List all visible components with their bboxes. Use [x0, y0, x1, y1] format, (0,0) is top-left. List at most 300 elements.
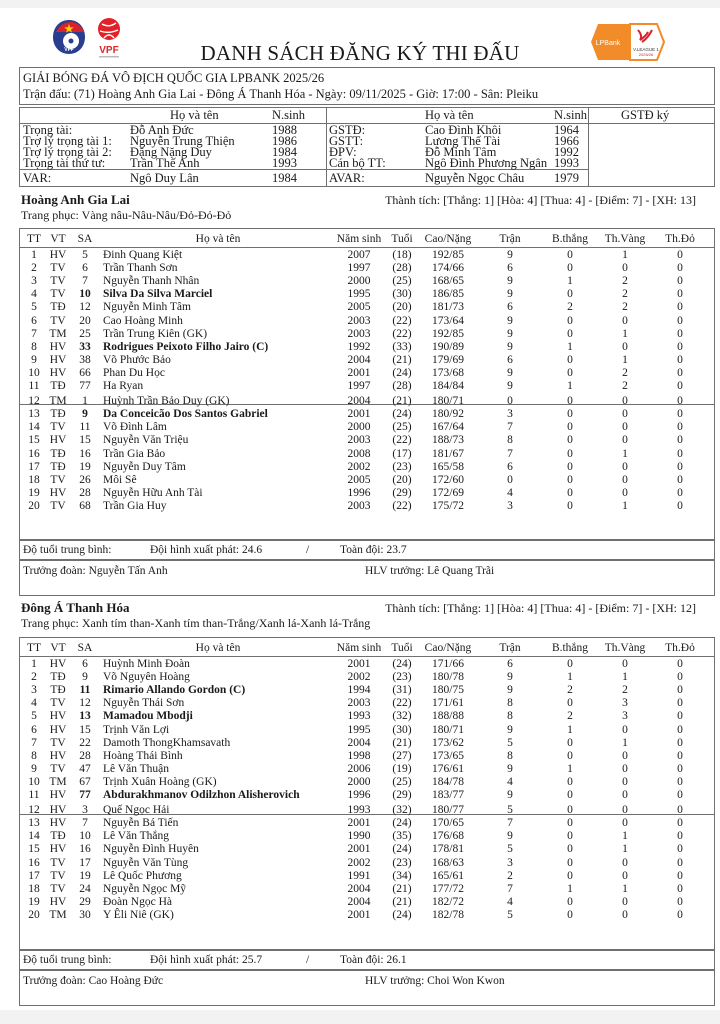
player-vt: HV: [49, 895, 67, 908]
player-sa: 77: [79, 380, 91, 392]
player-yellow: 0: [622, 340, 628, 353]
player-sa: 15: [79, 723, 91, 736]
player-apps: 9: [507, 723, 513, 736]
player-goals: 2: [567, 684, 573, 697]
player-hw: 184/84: [432, 380, 464, 392]
player-age: (22): [392, 697, 412, 710]
player-yellow: 2: [622, 366, 628, 379]
bottom-margin: [0, 1010, 720, 1024]
player-sa: 25: [79, 327, 91, 340]
player-yellow: 1: [622, 671, 628, 684]
team-kit-home: Trang phục: Vàng nâu-Nâu-Nâu/Đỏ-Đỏ-Đỏ: [21, 208, 232, 222]
player-apps: 7: [507, 447, 513, 460]
player-vt: TĐ: [50, 447, 66, 460]
player-yellow: 1: [622, 249, 628, 261]
player-hw: 170/65: [432, 817, 464, 830]
player-red: 0: [677, 421, 683, 434]
player-hw: 165/61: [432, 869, 464, 882]
player-vt: HV: [49, 817, 67, 830]
player-goals: 0: [567, 736, 573, 749]
player-apps: 6: [507, 301, 513, 314]
player-row: [20, 683, 714, 697]
player-vt: TV: [50, 882, 66, 895]
team-record-home: Thành tích: [Thắng: 1] [Hòa: 4] [Thua: 4] - [Điểm: 7] - [XH: 13]: [385, 193, 696, 207]
player-age: (30): [392, 288, 412, 301]
player-hw: 179/69: [432, 353, 464, 366]
player-red: 0: [677, 762, 683, 775]
squad-table-away: [19, 637, 715, 950]
officials-header: Họ và tên N.sinh Họ và tên N.sinh GSTĐ ký: [170, 108, 670, 122]
player-year: 1997: [347, 262, 371, 275]
player-tt: 9: [31, 762, 37, 775]
player-apps: 6: [507, 460, 513, 473]
player-name: Nguyễn Duy Tâm: [103, 460, 186, 473]
svg-text:V.LEAGUE 1: V.LEAGUE 1: [633, 47, 659, 52]
player-age: (23): [392, 671, 412, 684]
player-sa: 3: [82, 804, 88, 817]
player-tt: 16: [28, 447, 40, 460]
player-age: (22): [392, 434, 412, 447]
player-name: Nguyễn Văn Tùng: [103, 856, 189, 869]
player-vt: TV: [50, 473, 66, 486]
player-red: 0: [677, 288, 683, 301]
player-row: [20, 248, 714, 262]
player-name: Hoàng Thái Bình: [103, 749, 183, 762]
player-yellow: 0: [622, 473, 628, 486]
player-yellow: 0: [622, 804, 628, 817]
player-age: (21): [392, 395, 412, 408]
player-apps: 4: [507, 486, 513, 499]
player-tt: 7: [31, 736, 37, 749]
player-hw: 180/71: [432, 723, 464, 736]
player-year: 2004: [347, 895, 371, 908]
player-tt: 15: [28, 843, 40, 856]
squad-table-header: TT VT SA Họ và tên Năm sinh Tuổi Cao/Nặng Trận B.thắng Th.Vàng Th.Đỏ: [26, 233, 695, 245]
player-yellow: 1: [622, 327, 628, 340]
player-vt: TĐ: [50, 380, 66, 392]
player-tt: 4: [31, 697, 37, 710]
player-age: (19): [392, 762, 412, 775]
player-year: 2003: [347, 499, 371, 512]
player-apps: 8: [507, 697, 513, 710]
player-vt: TĐ: [50, 671, 66, 684]
player-name: Trịnh Xuân Hoàng (GK): [103, 775, 217, 788]
player-vt: TV: [50, 288, 66, 301]
player-row: [20, 420, 714, 434]
player-apps: 6: [507, 353, 513, 366]
player-yellow: 0: [622, 434, 628, 447]
player-row: [20, 723, 714, 737]
player-red: 0: [677, 408, 683, 421]
player-year: 2006: [347, 762, 371, 775]
player-hw: 168/63: [432, 856, 464, 869]
player-row: [20, 775, 714, 789]
player-row: [20, 709, 714, 723]
player-sa: 77: [79, 789, 91, 801]
player-name: Y Êli Niê (GK): [103, 908, 174, 921]
player-goals: 0: [567, 473, 573, 486]
player-apps: 9: [507, 275, 513, 288]
player-tt: 10: [28, 366, 40, 379]
player-yellow: 3: [622, 697, 628, 710]
player-age: (28): [392, 380, 412, 392]
page-title: DANH SÁCH ĐĂNG KÝ THI ĐẤU: [200, 41, 520, 65]
player-red: 0: [677, 499, 683, 512]
player-red: 0: [677, 249, 683, 261]
team-manager: Trưởng đoàn: Cao Hoàng Đức: [23, 975, 164, 987]
player-yellow: 2: [622, 684, 628, 697]
player-sa: 30: [79, 908, 91, 921]
player-yellow: 2: [622, 301, 628, 314]
player-row: [20, 856, 714, 870]
average-age-home: Độ tuổi trung bình: Đội hình xuất phát: 24.6 / Toàn đội: 23.7: [19, 540, 715, 560]
player-tt: 6: [31, 314, 37, 327]
player-year: 1997: [347, 380, 371, 392]
player-apps: 5: [507, 804, 513, 817]
player-apps: 8: [507, 434, 513, 447]
player-goals: 0: [567, 408, 573, 421]
player-yellow: 0: [622, 314, 628, 327]
player-year: 2003: [347, 314, 371, 327]
player-row: [20, 486, 714, 500]
player-vt: HV: [49, 249, 67, 261]
player-row: [20, 803, 714, 817]
player-apps: 3: [507, 856, 513, 869]
player-name: Trần Thanh Sơn: [103, 262, 178, 275]
player-age: (28): [392, 262, 412, 275]
player-row: [20, 366, 714, 380]
player-hw: 186/85: [432, 288, 464, 301]
player-row: [20, 274, 714, 288]
player-red: 0: [677, 340, 683, 353]
svg-text:VPF: VPF: [99, 45, 119, 56]
player-goals: 0: [567, 395, 573, 408]
player-yellow: 0: [622, 856, 628, 869]
team-manager: Trưởng đoàn: Nguyễn Tấn Anh: [23, 565, 168, 577]
player-red: 0: [677, 749, 683, 762]
player-yellow: 2: [622, 288, 628, 301]
player-apps: 7: [507, 817, 513, 830]
player-sa: 9: [82, 671, 88, 684]
player-year: 2005: [347, 301, 371, 314]
player-year: 1996: [347, 486, 371, 499]
player-yellow: 0: [622, 460, 628, 473]
player-goals: 0: [567, 314, 573, 327]
player-red: 0: [677, 804, 683, 817]
player-hw: 172/60: [432, 473, 464, 486]
player-apps: 9: [507, 671, 513, 684]
player-vt: TV: [50, 736, 66, 749]
player-hw: 168/65: [432, 275, 464, 288]
player-vt: TV: [50, 314, 66, 327]
player-age: (20): [392, 473, 412, 486]
player-apps: 9: [507, 249, 513, 261]
player-red: 0: [677, 671, 683, 684]
player-vt: TĐ: [50, 460, 66, 473]
player-sa: 22: [79, 736, 91, 749]
player-apps: 9: [507, 762, 513, 775]
player-apps: 9: [507, 314, 513, 327]
staff-away: [19, 970, 715, 1006]
player-hw: 180/75: [432, 684, 464, 697]
player-year: 1991: [347, 869, 371, 882]
head-coach: HLV trưởng: Choi Won Kwon: [365, 975, 505, 987]
player-tt: 14: [28, 830, 40, 843]
player-vt: TM: [49, 908, 67, 921]
player-red: 0: [677, 843, 683, 856]
player-goals: 1: [567, 671, 573, 684]
player-age: (24): [392, 408, 412, 421]
player-age: (21): [392, 736, 412, 749]
player-vt: HV: [49, 804, 67, 817]
player-goals: 1: [567, 275, 573, 288]
average-age-away: Độ tuổi trung bình: Đội hình xuất phát: 25.7 / Toàn đội: 26.1: [19, 950, 715, 970]
player-age: (21): [392, 882, 412, 895]
player-year: 1995: [347, 723, 371, 736]
player-goals: 2: [567, 710, 573, 723]
player-vt: HV: [49, 843, 67, 856]
player-tt: 6: [31, 723, 37, 736]
squad-table-home: [19, 228, 715, 540]
player-hw: 167/64: [432, 421, 464, 434]
player-goals: 0: [567, 775, 573, 788]
player-sa: 20: [79, 314, 91, 327]
player-apps: 6: [507, 658, 513, 670]
player-red: 0: [677, 882, 683, 895]
player-apps: 9: [507, 288, 513, 301]
player-row: [20, 287, 714, 301]
player-hw: 172/69: [432, 486, 464, 499]
player-tt: 3: [31, 684, 37, 697]
player-tt: 5: [31, 301, 37, 314]
player-red: 0: [677, 736, 683, 749]
player-goals: 0: [567, 869, 573, 882]
player-age: (20): [392, 301, 412, 314]
player-name: Rimario Allando Gordon (C): [103, 684, 246, 697]
player-hw: 188/88: [432, 710, 464, 723]
player-sa: 16: [79, 843, 91, 856]
player-apps: 9: [507, 830, 513, 843]
player-name: Đinh Quang Kiệt: [103, 249, 183, 261]
player-goals: 0: [567, 434, 573, 447]
player-goals: 1: [567, 380, 573, 392]
player-apps: 2: [507, 869, 513, 882]
player-tt: 12: [28, 804, 40, 817]
player-sa: 67: [79, 775, 91, 788]
player-hw: 173/64: [432, 314, 464, 327]
player-sa: 12: [79, 301, 91, 314]
player-red: 0: [677, 723, 683, 736]
player-hw: 183/77: [432, 789, 464, 801]
player-sa: 1: [82, 395, 88, 408]
player-apps: 9: [507, 380, 513, 392]
player-age: (24): [392, 366, 412, 379]
player-hw: 182/78: [432, 908, 464, 921]
player-yellow: 0: [622, 817, 628, 830]
player-yellow: 0: [622, 908, 628, 921]
player-age: (25): [392, 421, 412, 434]
player-tt: 18: [28, 882, 40, 895]
player-yellow: 0: [622, 723, 628, 736]
player-sa: 7: [82, 275, 88, 288]
player-sa: 24: [79, 882, 91, 895]
player-apps: 3: [507, 408, 513, 421]
player-row: [20, 696, 714, 710]
player-age: (21): [392, 353, 412, 366]
player-year: 2001: [347, 843, 371, 856]
player-apps: 0: [507, 473, 513, 486]
player-tt: 7: [31, 327, 37, 340]
player-vt: HV: [49, 353, 67, 366]
player-year: 2002: [347, 856, 371, 869]
player-name: Rodrigues Peixoto Filho Jairo (C): [103, 340, 269, 353]
player-name: Da Conceicão Dos Santos Gabriel: [103, 408, 268, 421]
player-row: [20, 736, 714, 750]
player-red: 0: [677, 460, 683, 473]
player-vt: HV: [49, 789, 67, 801]
player-name: Lê Văn Thuận: [103, 762, 170, 775]
player-tt: 17: [28, 869, 40, 882]
player-tt: 4: [31, 288, 37, 301]
player-row: [20, 882, 714, 896]
player-sa: 29: [79, 895, 91, 908]
player-age: (33): [392, 340, 412, 353]
player-apps: 9: [507, 327, 513, 340]
player-yellow: 1: [622, 830, 628, 843]
player-vt: TĐ: [50, 684, 66, 697]
player-name: Huỳnh Trần Bảo Duy (GK): [103, 395, 230, 408]
player-name: Trần Gia Bảo: [103, 447, 166, 460]
player-apps: 4: [507, 895, 513, 908]
player-goals: 0: [567, 804, 573, 817]
player-red: 0: [677, 684, 683, 697]
player-yellow: 0: [622, 789, 628, 801]
player-name: Nguyễn Hữu Anh Tài: [103, 486, 203, 499]
player-vt: HV: [49, 340, 67, 353]
player-age: (35): [392, 830, 412, 843]
player-goals: 0: [567, 789, 573, 801]
player-vt: TĐ: [50, 408, 66, 421]
player-row: [20, 788, 714, 802]
player-age: (30): [392, 723, 412, 736]
player-row: [20, 670, 714, 684]
player-age: (24): [392, 908, 412, 921]
player-age: (24): [392, 843, 412, 856]
player-goals: 1: [567, 882, 573, 895]
player-row: [20, 314, 714, 328]
player-age: (21): [392, 895, 412, 908]
player-tt: 19: [28, 486, 40, 499]
player-tt: 19: [28, 895, 40, 908]
player-vt: TV: [50, 262, 66, 275]
player-name: Cao Hoàng Minh: [103, 314, 183, 327]
player-red: 0: [677, 486, 683, 499]
player-vt: TV: [50, 856, 66, 869]
player-name: Võ Nguyên Hoàng: [103, 671, 190, 684]
player-goals: 0: [567, 895, 573, 908]
player-red: 0: [677, 697, 683, 710]
player-row: [20, 300, 714, 314]
player-vt: HV: [49, 486, 67, 499]
player-yellow: 0: [622, 762, 628, 775]
player-vt: TĐ: [50, 830, 66, 843]
player-sa: 17: [79, 856, 91, 869]
player-tt: 8: [31, 749, 37, 762]
player-vt: TV: [50, 869, 66, 882]
player-yellow: 0: [622, 749, 628, 762]
player-year: 1994: [347, 684, 371, 697]
player-name: Võ Đình Lâm: [103, 421, 167, 434]
player-tt: 9: [31, 353, 37, 366]
player-age: (32): [392, 804, 412, 817]
player-year: 2004: [347, 353, 371, 366]
svg-text:2025/26: 2025/26: [638, 52, 654, 57]
player-goals: 0: [567, 697, 573, 710]
player-yellow: 2: [622, 275, 628, 288]
player-sa: 9: [82, 408, 88, 421]
player-goals: 0: [567, 460, 573, 473]
player-apps: 3: [507, 499, 513, 512]
player-apps: 9: [507, 366, 513, 379]
player-row: [20, 816, 714, 830]
player-hw: 190/89: [432, 340, 464, 353]
player-hw: 176/61: [432, 762, 464, 775]
player-year: 2003: [347, 434, 371, 447]
svg-text:LPBank: LPBank: [595, 40, 621, 47]
player-age: (34): [392, 869, 412, 882]
league-info-box: [19, 67, 715, 105]
player-row: [20, 407, 714, 421]
player-year: 2008: [347, 447, 371, 460]
match-info: Trận đấu: (71) Hoàng Anh Gia Lai - Đông Á Thanh Hóa - Ngày: 09/11/2025 - Giờ: 17:00 - Sân: Pleiku: [23, 87, 539, 101]
player-tt: 12: [28, 395, 40, 408]
player-row: [20, 261, 714, 275]
player-year: 2001: [347, 817, 371, 830]
player-apps: 8: [507, 710, 513, 723]
officials-table: Họ và tên N.sinh Họ và tên N.sinh GSTĐ ký Trọng tài: Đỗ Anh Đức 1988 GSTĐ: Cao Đình Khôi 1964 Trợ lý trọng tài 1: Nguyễn Trung Thiện 1986 GSTT: Lương Thế Tài 1966 Trợ lý trọng tài 2: Đặng Nặng Duy 1984 ĐPV: Đỗ Minh Tâm 1992 Trọng tài thứ tư: Trần Thế Anh 1993 Cán bộ TT: Ngô Đình Phương Ngân 1993 VAR: Ngô Duy Lân 1984 AVAR: Nguyễn Ngọc Châu 1979: [19, 107, 715, 187]
player-name: Quế Ngọc Hải: [103, 804, 170, 817]
player-apps: 6: [507, 262, 513, 275]
player-year: 2001: [347, 908, 371, 921]
player-vt: TV: [50, 275, 66, 288]
player-sa: 68: [79, 499, 91, 512]
player-age: (18): [392, 249, 412, 261]
player-goals: 1: [567, 340, 573, 353]
player-goals: 0: [567, 421, 573, 434]
player-age: (22): [392, 327, 412, 340]
player-vt: TV: [50, 762, 66, 775]
player-age: (24): [392, 658, 412, 670]
player-year: 1992: [347, 340, 371, 353]
player-sa: 11: [79, 684, 91, 697]
player-name: Võ Phước Bảo: [103, 353, 171, 366]
player-yellow: 0: [622, 869, 628, 882]
player-goals: 0: [567, 856, 573, 869]
player-tt: 8: [31, 340, 37, 353]
player-hw: 175/72: [432, 499, 464, 512]
player-sa: 6: [82, 262, 88, 275]
player-goals: 0: [567, 353, 573, 366]
player-vt: HV: [49, 434, 67, 447]
player-red: 0: [677, 262, 683, 275]
player-hw: 184/78: [432, 775, 464, 788]
player-sa: 47: [79, 762, 91, 775]
player-name: Nguyễn Minh Tâm: [103, 301, 191, 314]
player-year: 1990: [347, 830, 371, 843]
player-apps: 9: [507, 684, 513, 697]
player-name: Trịnh Văn Lợi: [103, 723, 170, 736]
player-hw: 171/61: [432, 697, 464, 710]
